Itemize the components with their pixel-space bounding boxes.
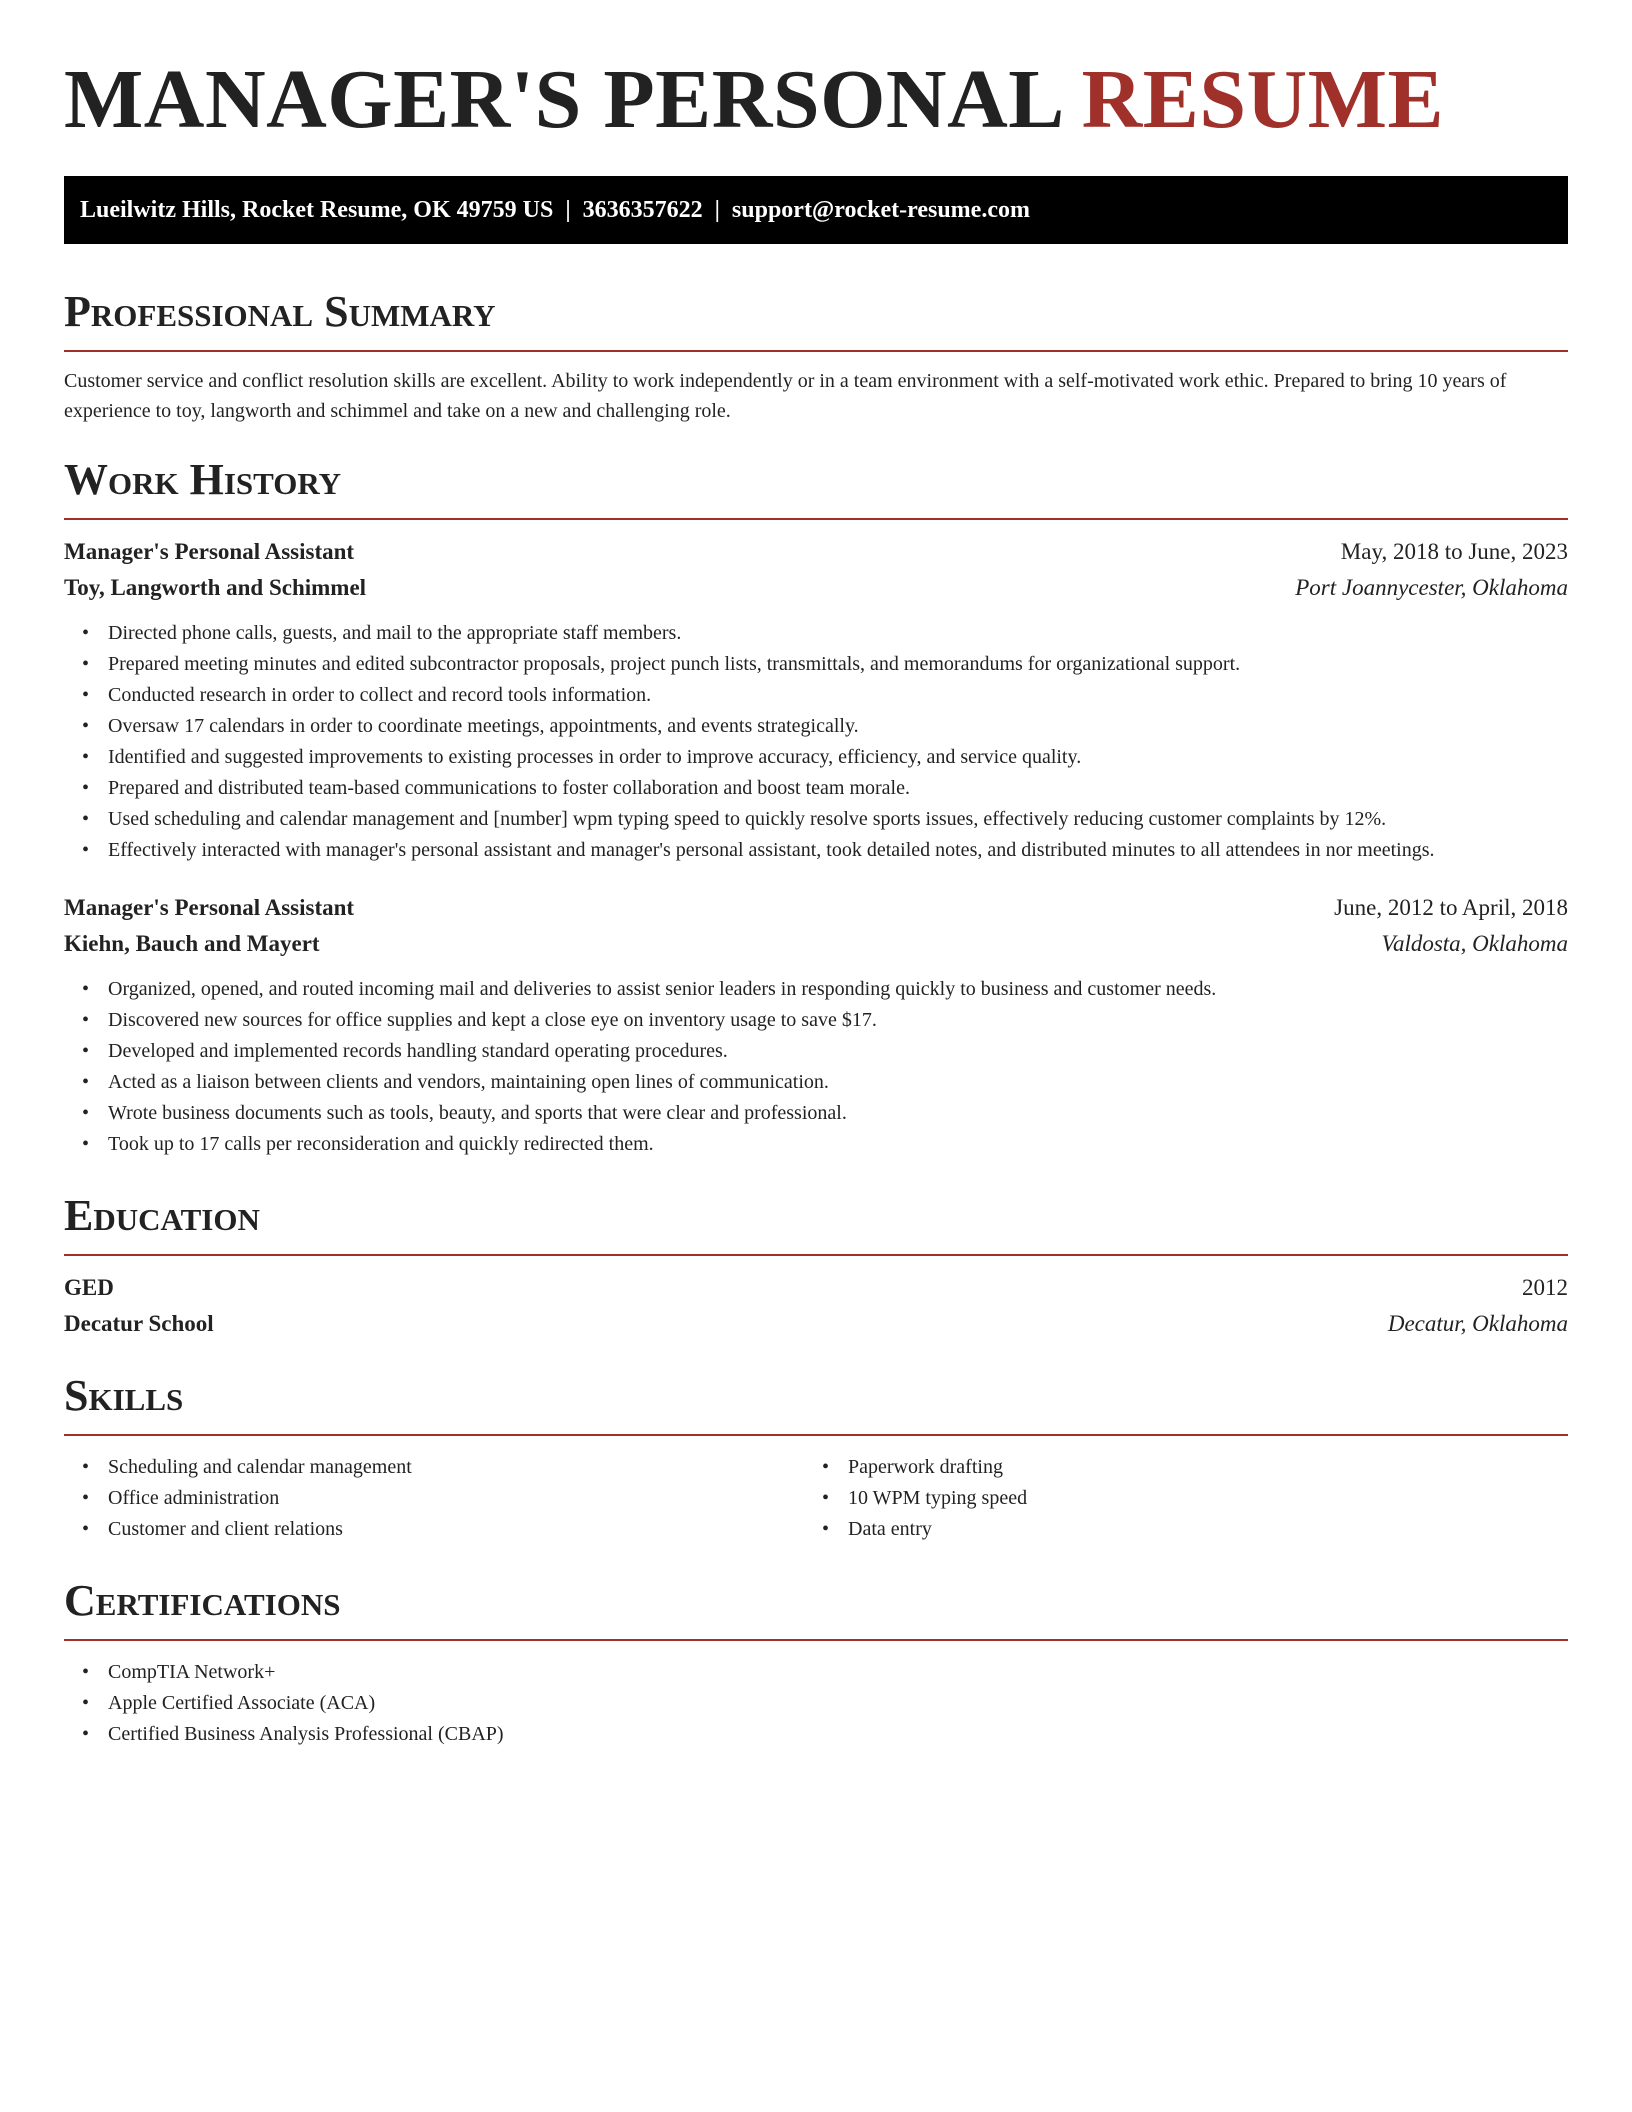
- job-dates: May, 2018 to June, 2023: [1340, 539, 1568, 564]
- job-subheader: [64, 926, 1568, 962]
- skills-list-right: [804, 1452, 1544, 1545]
- certifications-list: [64, 1657, 1568, 1750]
- contact-separator: |: [565, 197, 571, 223]
- job-header: [64, 534, 1568, 570]
- job-dates: June, 2012 to April, 2018: [1334, 895, 1568, 920]
- section-title-work-history: Work History: [64, 455, 342, 504]
- job-title: Manager's Personal Assistant: [64, 539, 355, 564]
- job-duty: • Took up to 17 calls per reconsideration and quickly redirected them.: [64, 1129, 1568, 1160]
- job-duty: • Used scheduling and calendar management and [number] wpm typing speed to quickly resolve sports issues, effectively reducing customer complaints by 12%.: [64, 804, 1568, 835]
- certification-item: • Apple Certified Associate (ACA): [64, 1688, 1568, 1719]
- job-location: Port Joannycester, Oklahoma: [1295, 575, 1568, 600]
- section-title-certifications: Certifications: [64, 1576, 341, 1625]
- skill-item: • Office administration: [64, 1483, 804, 1514]
- skills-list-left: [64, 1452, 804, 1545]
- title-main: MANAGER'S PERSONAL: [64, 53, 1061, 146]
- job-duty: • Organized, opened, and routed incoming mail and deliveries to assist senior leaders in responding quickly to business and customer needs.: [64, 974, 1568, 1005]
- work-history-section: [64, 455, 1568, 1160]
- skill-item: • Paperwork drafting: [804, 1452, 1544, 1483]
- education-location: Decatur, Oklahoma: [1387, 1311, 1568, 1336]
- education-degree: GED: [64, 1275, 114, 1300]
- title-accent: RESUME: [1081, 53, 1445, 146]
- resume-title: [64, 0, 1568, 144]
- job-subheader: [64, 570, 1568, 606]
- contact-separator: |: [714, 197, 720, 223]
- education-subheader: [64, 1306, 1568, 1342]
- job-title: Manager's Personal Assistant: [64, 895, 355, 920]
- skill-item: • Scheduling and calendar management: [64, 1452, 804, 1483]
- section-title-skills: Skills: [64, 1371, 184, 1420]
- job-entry: [64, 890, 1568, 1160]
- job-duty: • Prepared and distributed team-based communications to foster collaboration and boost team morale.: [64, 773, 1568, 804]
- education-school: Decatur School: [64, 1311, 214, 1336]
- section-divider: [64, 518, 1568, 520]
- section-divider: [64, 1434, 1568, 1436]
- job-duty: • Oversaw 17 calendars in order to coordinate meetings, appointments, and events strategically.: [64, 711, 1568, 742]
- job-entry: [64, 534, 1568, 866]
- section-divider: [64, 1254, 1568, 1256]
- job-location: Valdosta, Oklahoma: [1381, 931, 1568, 956]
- contact-email[interactable]: support@rocket-resume.com: [731, 197, 1030, 223]
- job-header: [64, 890, 1568, 926]
- skills-grid: [64, 1452, 1568, 1545]
- job-duty: • Acted as a liaison between clients and vendors, maintaining open lines of communication.: [64, 1067, 1568, 1098]
- certification-item: • CompTIA Network+: [64, 1657, 1568, 1688]
- contact-address: Lueilwitz Hills, Rocket Resume, OK 49759 US: [80, 197, 554, 223]
- certification-item: • Certified Business Analysis Professional (CBAP): [64, 1719, 1568, 1750]
- job-duties-list: [64, 618, 1568, 866]
- skills-section: [64, 1371, 1568, 1545]
- job-company: Kiehn, Bauch and Mayert: [64, 931, 320, 956]
- job-duty: • Prepared meeting minutes and edited subcontractor proposals, project punch lists, transmittals, and memorandums for organizational support.: [64, 649, 1568, 680]
- job-duty: • Directed phone calls, guests, and mail to the appropriate staff members.: [64, 618, 1568, 649]
- job-duty: • Effectively interacted with manager's personal assistant and manager's personal assistant, took detailed notes, and distributed minutes to all attendees in nor meetings.: [64, 835, 1568, 866]
- resume-page: [64, 0, 1568, 1750]
- education-year: 2012: [1522, 1275, 1568, 1300]
- summary-section: [64, 287, 1568, 426]
- job-duties-list: [64, 974, 1568, 1160]
- section-title-education: Education: [64, 1191, 260, 1240]
- section-divider: [64, 1639, 1568, 1641]
- contact-phone[interactable]: 3636357622: [582, 197, 703, 223]
- certifications-section: [64, 1576, 1568, 1750]
- skill-item: • Data entry: [804, 1514, 1544, 1545]
- education-section: [64, 1191, 1568, 1342]
- summary-text: Customer service and conflict resolution skills are excellent. Ability to work independently or in a team environment with a self-motivated work ethic. Prepared to bring 10 years of experience to toy, langworth and schimmel and take on a new and challenging role.: [64, 370, 1507, 422]
- job-duty: • Identified and suggested improvements to existing processes in order to improve accuracy, efficiency, and service quality.: [64, 742, 1568, 773]
- skill-item: • Customer and client relations: [64, 1514, 804, 1545]
- job-duty: • Developed and implemented records handling standard operating procedures.: [64, 1036, 1568, 1067]
- job-duty: • Wrote business documents such as tools, beauty, and sports that were clear and professional.: [64, 1098, 1568, 1129]
- contact-bar: [64, 176, 1568, 244]
- job-duty: • Discovered new sources for office supplies and kept a close eye on inventory usage to save $17.: [64, 1005, 1568, 1036]
- job-company: Toy, Langworth and Schimmel: [64, 575, 367, 600]
- job-duty: • Conducted research in order to collect and record tools information.: [64, 680, 1568, 711]
- section-divider: [64, 350, 1568, 352]
- education-entry: [64, 1270, 1568, 1342]
- education-header: [64, 1270, 1568, 1306]
- section-title-summary: Professional Summary: [64, 287, 496, 336]
- skill-item: • 10 WPM typing speed: [804, 1483, 1544, 1514]
